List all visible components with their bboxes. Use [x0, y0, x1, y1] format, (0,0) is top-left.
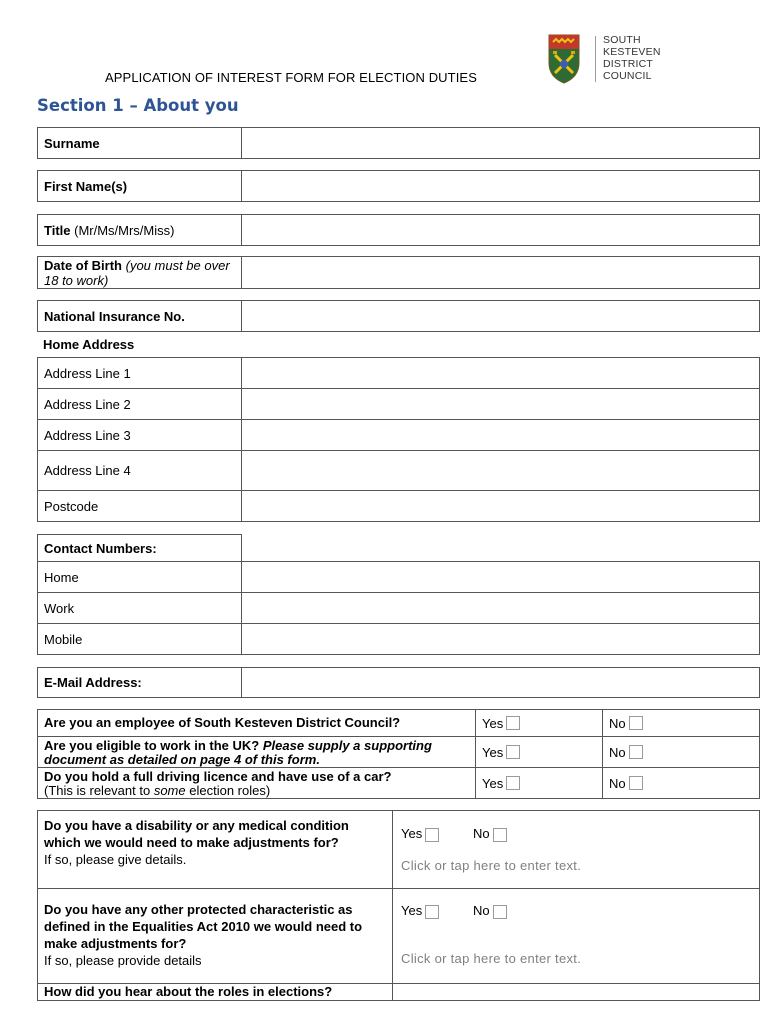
yes-label: Yes: [482, 744, 504, 760]
title-label-text: Title: [44, 222, 71, 238]
yes-label: Yes: [401, 903, 423, 918]
driving-no-checkbox[interactable]: [629, 776, 643, 790]
address-line-2-label: Address Line 2: [38, 389, 242, 419]
no-label: No: [609, 775, 626, 791]
no-label: No: [473, 826, 490, 841]
surname-label: Surname: [38, 128, 242, 158]
home-phone-row: [38, 562, 759, 593]
employee-question-row: [38, 710, 759, 737]
driving-no[interactable]: [603, 768, 759, 798]
home-phone-input[interactable]: [242, 562, 759, 592]
form-title: APPLICATION OF INTEREST FORM FOR ELECTION DUTIES: [105, 70, 477, 85]
dob-hint: (you must be over 18 to work): [44, 257, 230, 288]
address-line-3-label: Address Line 3: [38, 420, 242, 450]
email-label: E-Mail Address:: [38, 668, 242, 697]
council-logo: [547, 33, 677, 88]
address-line-4-input[interactable]: [242, 451, 759, 490]
no-label: No: [473, 903, 490, 918]
mobile-phone-row: [38, 624, 759, 655]
email-input[interactable]: [242, 668, 759, 697]
address-line-1-input[interactable]: [242, 358, 759, 388]
work-phone-label: Work: [38, 593, 242, 623]
protected-question-row: [38, 889, 759, 984]
eligible-question-note: Please supply a supporting document as detailed on page 4 of this form.: [44, 738, 432, 767]
disability-question-sub: If so, please give details.: [44, 852, 187, 867]
address-line-2-input[interactable]: [242, 389, 759, 419]
contact-table: [37, 561, 760, 655]
section-heading: Section 1 – About you: [37, 96, 239, 115]
hear-answer-input[interactable]: [393, 984, 759, 1000]
protected-question-sub: If so, please provide details: [44, 953, 202, 968]
home-address-label: Home Address: [43, 337, 135, 352]
email-row: [37, 667, 760, 698]
address-line-3-row: [38, 420, 759, 451]
protected-no-checkbox[interactable]: [493, 905, 507, 919]
title-input[interactable]: [242, 215, 759, 245]
postcode-row: [38, 491, 759, 522]
employee-no[interactable]: [603, 710, 759, 736]
eligible-question-row: [38, 737, 759, 768]
ni-row: [37, 300, 760, 332]
no-label: No: [609, 715, 626, 731]
first-name-row: [37, 170, 760, 202]
employee-yes[interactable]: [476, 710, 603, 736]
dob-label-text: Date of Birth: [44, 257, 122, 273]
dob-input[interactable]: [242, 257, 759, 288]
driving-question-text: Do you hold a full driving licence and have use of a car?: [44, 769, 392, 784]
address-table: [37, 357, 760, 522]
surname-row: [37, 127, 760, 159]
work-phone-row: [38, 593, 759, 624]
disability-details-input[interactable]: Click or tap here to enter text.: [401, 858, 582, 873]
employee-no-checkbox[interactable]: [629, 716, 643, 730]
eligible-yes[interactable]: [476, 737, 603, 767]
address-line-1-row: [38, 358, 759, 389]
dob-label: [38, 257, 242, 288]
disability-question-text: Do you have a disability or any medical condition which we would need to make adjustments for?: [44, 818, 349, 850]
postcode-input[interactable]: [242, 491, 759, 521]
address-line-4-label: Address Line 4: [38, 451, 242, 490]
yes-label: Yes: [401, 826, 423, 841]
yes-label: Yes: [482, 715, 504, 731]
disability-yes-checkbox[interactable]: [425, 828, 439, 842]
driving-question-note: (This is relevant to some election roles): [44, 783, 271, 798]
council-name: SOUTH KESTEVEN DISTRICT COUNCIL: [603, 34, 661, 82]
mobile-phone-label: Mobile: [38, 624, 242, 654]
protected-question: [38, 889, 393, 983]
title-hint: (Mr/Ms/Mrs/Miss): [70, 222, 175, 238]
surname-input[interactable]: [242, 128, 759, 158]
first-name-input[interactable]: [242, 171, 759, 201]
title-row: [37, 214, 760, 246]
protected-yes-checkbox[interactable]: [425, 905, 439, 919]
disability-no[interactable]: [473, 826, 507, 842]
address-line-2-row: [38, 389, 759, 420]
disability-yes[interactable]: [401, 826, 439, 842]
eligible-question-text: Are you eligible to work in the UK?: [44, 738, 260, 753]
driving-yes[interactable]: [476, 768, 603, 798]
protected-question-text: Do you have any other protected characteristic as defined in the Equalities Act 2010 we would need to make adjustments for?: [44, 902, 363, 951]
driving-question: [38, 768, 476, 798]
first-name-label: First Name(s): [38, 171, 242, 201]
hear-question: How did you hear about the roles in elections?: [38, 984, 393, 1000]
disability-answer: [393, 811, 759, 888]
eligible-question: [38, 737, 476, 767]
disability-no-checkbox[interactable]: [493, 828, 507, 842]
disability-question-row: [38, 811, 759, 889]
disability-question: [38, 811, 393, 888]
work-phone-input[interactable]: [242, 593, 759, 623]
home-phone-label: Home: [38, 562, 242, 592]
protected-details-input[interactable]: Click or tap here to enter text.: [401, 951, 582, 966]
hear-question-row: [38, 984, 759, 1001]
ni-label: National Insurance No.: [38, 301, 242, 331]
eligible-no[interactable]: [603, 737, 759, 767]
protected-yes[interactable]: [401, 903, 439, 919]
eligibility-table: [37, 709, 760, 799]
eligible-yes-checkbox[interactable]: [506, 745, 520, 759]
employee-question: Are you an employee of South Kesteven District Council?: [38, 710, 476, 736]
no-label: No: [609, 744, 626, 760]
title-label: [38, 215, 242, 245]
protected-answer: [393, 889, 759, 983]
council-crest-icon: [547, 33, 581, 85]
address-line-3-input[interactable]: [242, 420, 759, 450]
yes-label: Yes: [482, 775, 504, 791]
adjustments-table: [37, 810, 760, 1001]
employee-yes-checkbox[interactable]: [506, 716, 520, 730]
eligible-no-checkbox[interactable]: [629, 745, 643, 759]
dob-row: [37, 256, 760, 289]
ni-input[interactable]: [242, 301, 759, 331]
mobile-phone-input[interactable]: [242, 624, 759, 654]
address-line-1-label: Address Line 1: [38, 358, 242, 388]
driving-yes-checkbox[interactable]: [506, 776, 520, 790]
driving-question-row: [38, 768, 759, 799]
contact-numbers-label: Contact Numbers:: [37, 534, 242, 562]
postcode-label: Postcode: [38, 491, 242, 521]
protected-no[interactable]: [473, 903, 507, 919]
logo-divider: [595, 36, 596, 82]
address-line-4-row: [38, 451, 759, 491]
